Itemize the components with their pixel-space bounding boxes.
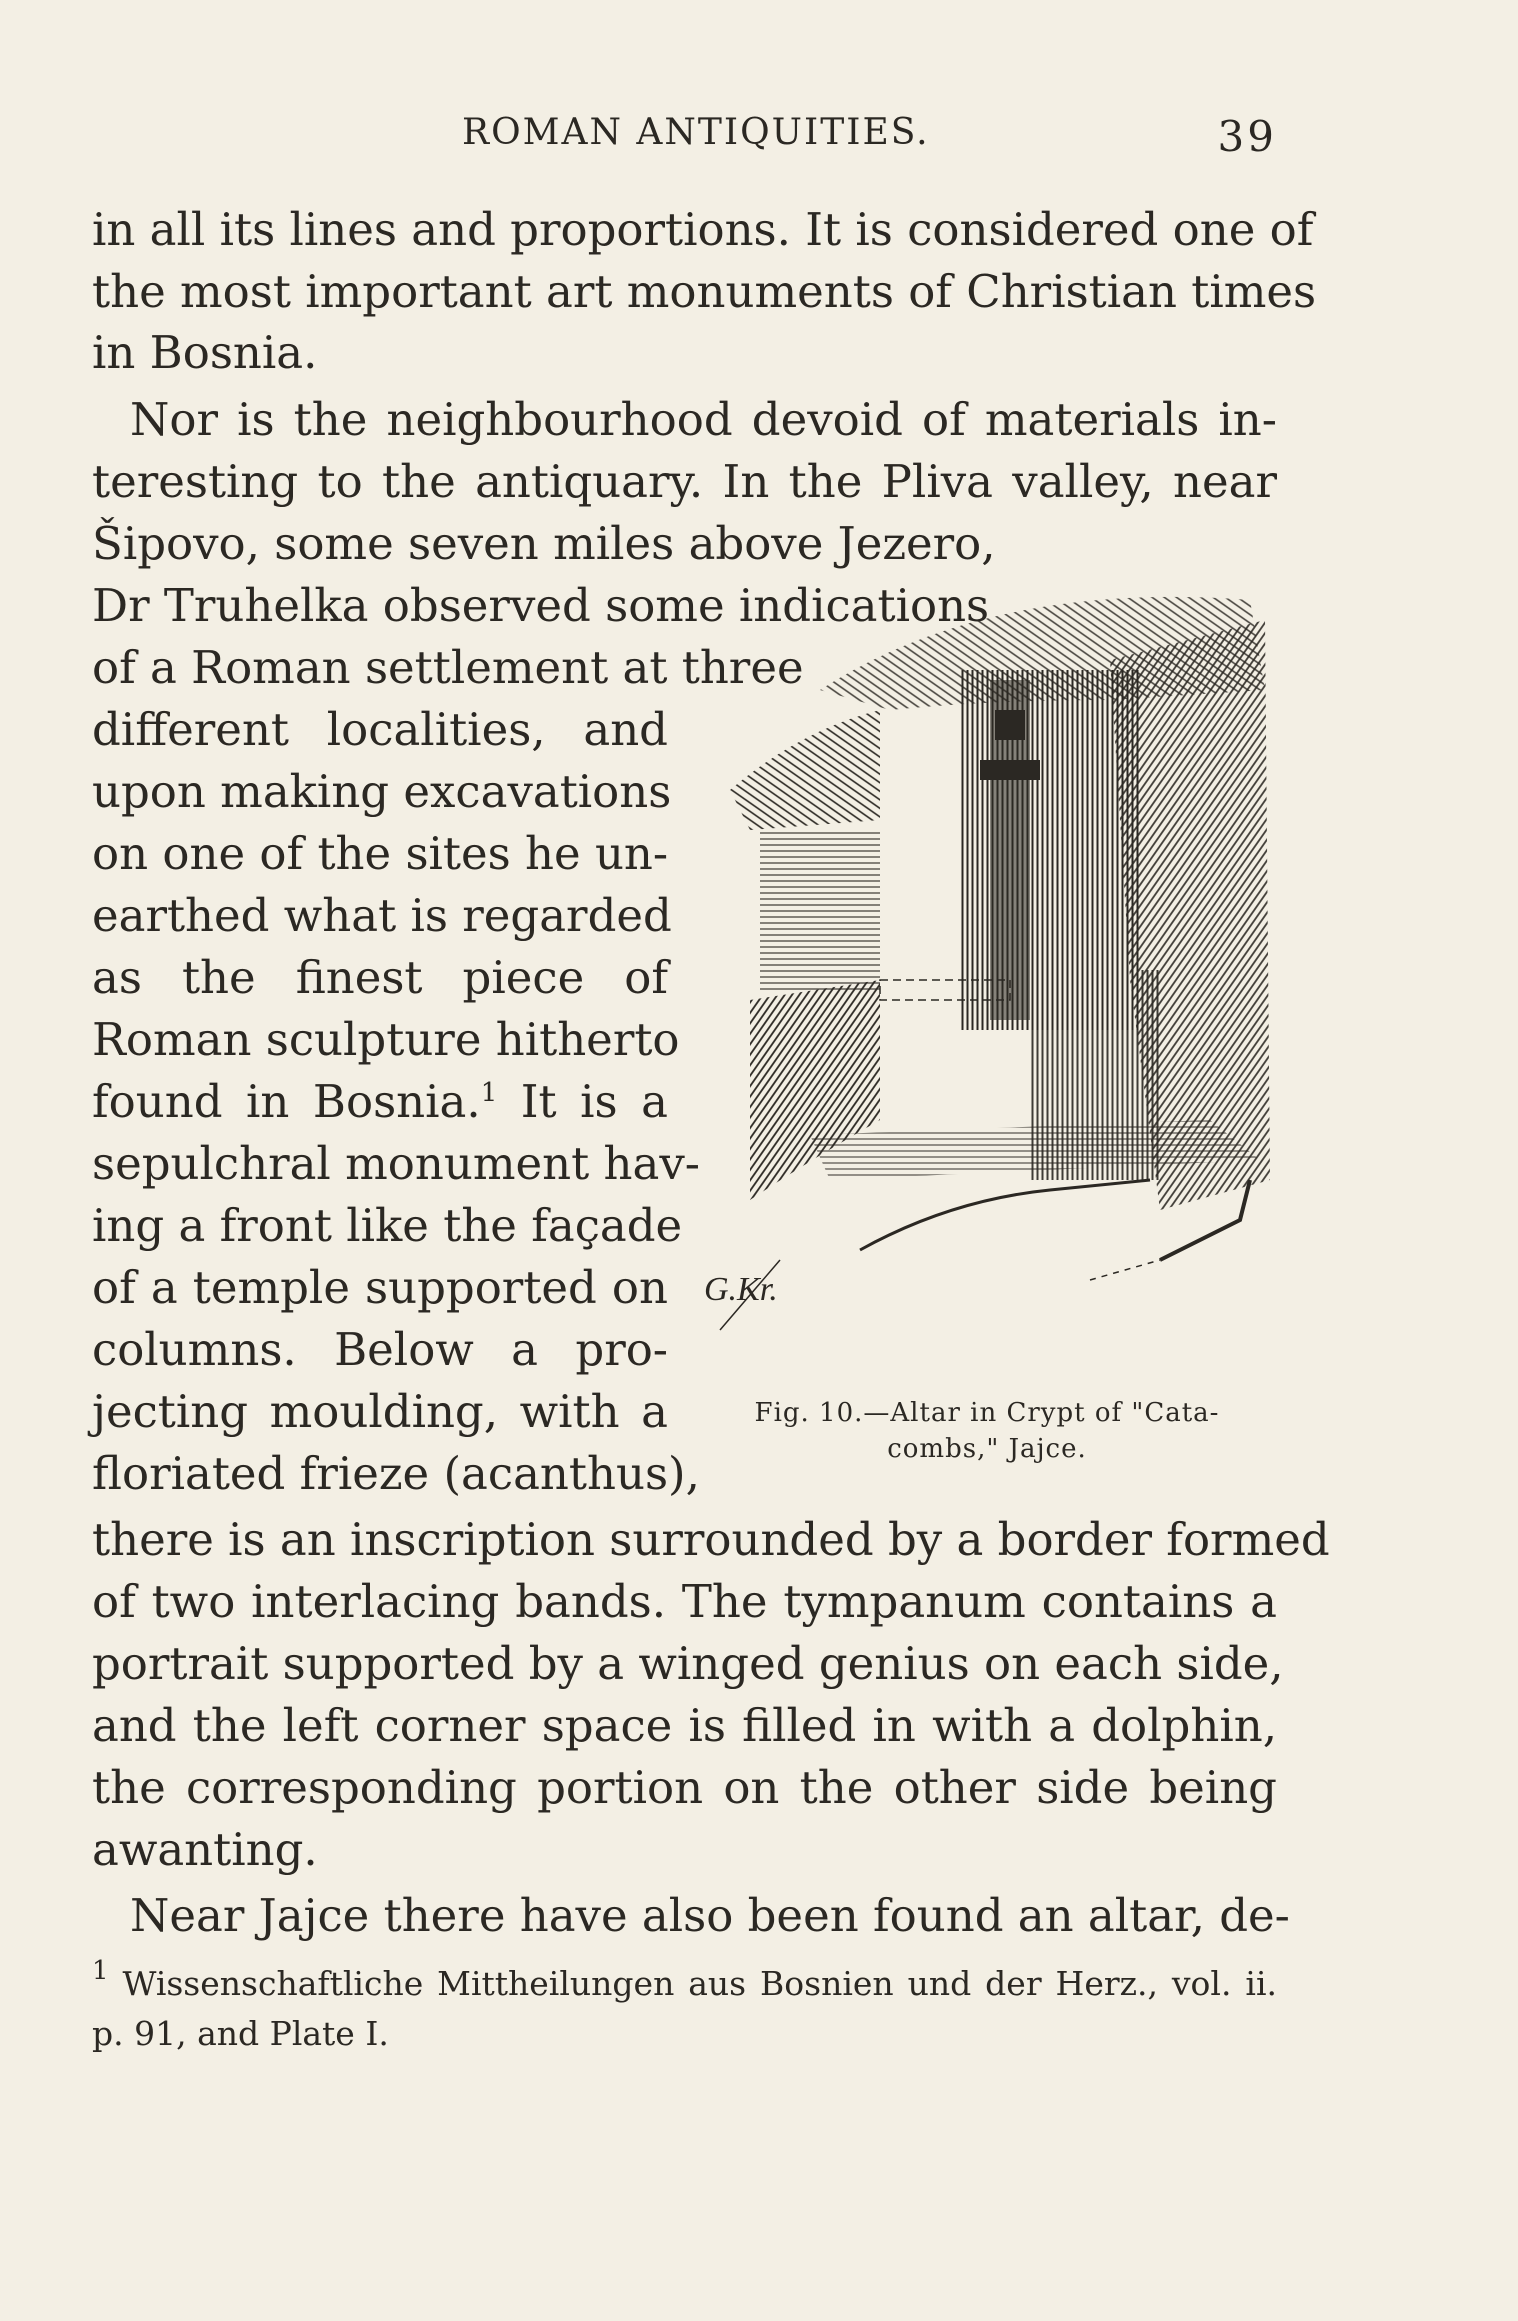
footnote-reference: 1 <box>480 1078 498 1108</box>
footnote-line: p. 91, and Plate I. <box>92 2014 389 2053</box>
text-line: the corresponding portion on the other side being <box>92 1761 1277 1814</box>
text-line: Dr Truhelka observed some indications <box>92 579 990 632</box>
running-header <box>92 112 1277 162</box>
text-line: Roman sculpture hitherto <box>92 1013 680 1066</box>
text-line: awanting. <box>92 1823 318 1876</box>
text-line: Nor is the neighbourhood devoid of materials in- <box>130 393 1277 446</box>
text-line: there is an inscription surrounded by a border formed <box>92 1513 1330 1566</box>
text-line: columns. Below a pro- <box>92 1323 668 1376</box>
footnote-line <box>92 1956 1277 2008</box>
text-line: sepulchral monument hav- <box>92 1137 700 1190</box>
text-line: and the left corner space is filled in with a dolphin, <box>92 1699 1277 1752</box>
footnote-text: Wissenschaftliche Mittheilungen aus Bosnien und der Herz., vol. ii. <box>122 1964 1277 2003</box>
text-line: jecting moulding, with a <box>92 1385 668 1438</box>
page-number: 39 <box>1217 112 1277 161</box>
running-title: ROMAN ANTIQUITIES. <box>462 112 930 153</box>
text-line: upon making excavations <box>92 765 672 818</box>
footnote-marker: 1 <box>92 1956 109 1986</box>
text-line: Near Jajce there have also been found an altar, de- <box>130 1889 1290 1942</box>
text-line: teresting to the antiquary. In the Pliva valley, near <box>92 455 1277 508</box>
text-line: floriated frieze (acanthus), <box>92 1447 700 1500</box>
figure-caption <box>692 1395 1282 1467</box>
text-line <box>92 1072 668 1132</box>
text-line: on one of the sites he un- <box>92 827 669 880</box>
text-fragment: It is a <box>520 1075 668 1128</box>
text-line: as the finest piece of <box>92 951 668 1004</box>
text-line: ing a front like the façade <box>92 1199 683 1252</box>
text-line: in Bosnia. <box>92 326 318 379</box>
text-line: the most important art monuments of Christian times <box>92 265 1317 318</box>
text-line: portrait supported by a winged genius on each side, <box>92 1637 1284 1690</box>
altar-engraving-icon <box>690 560 1270 1360</box>
text-line: earthed what is regarded <box>92 889 672 942</box>
caption-line: combs," Jajce. <box>887 1434 1087 1464</box>
text-line: Šipovo, some seven miles above Jezero, <box>92 517 996 570</box>
text-line: of a temple supported on <box>92 1261 668 1314</box>
text-line: in all its lines and proportions. It is considered one of <box>92 203 1314 256</box>
text-line: of a Roman settlement at three <box>92 641 804 694</box>
text-line: of two interlacing bands. The tympanum contains a <box>92 1575 1277 1628</box>
text-line: different localities, and <box>92 703 668 756</box>
text-fragment: found in Bosnia. <box>92 1075 481 1128</box>
engraver-signature: G.Kr. <box>704 1271 778 1308</box>
caption-line: Fig. 10.—Altar in Crypt of "Cata- <box>754 1398 1220 1428</box>
